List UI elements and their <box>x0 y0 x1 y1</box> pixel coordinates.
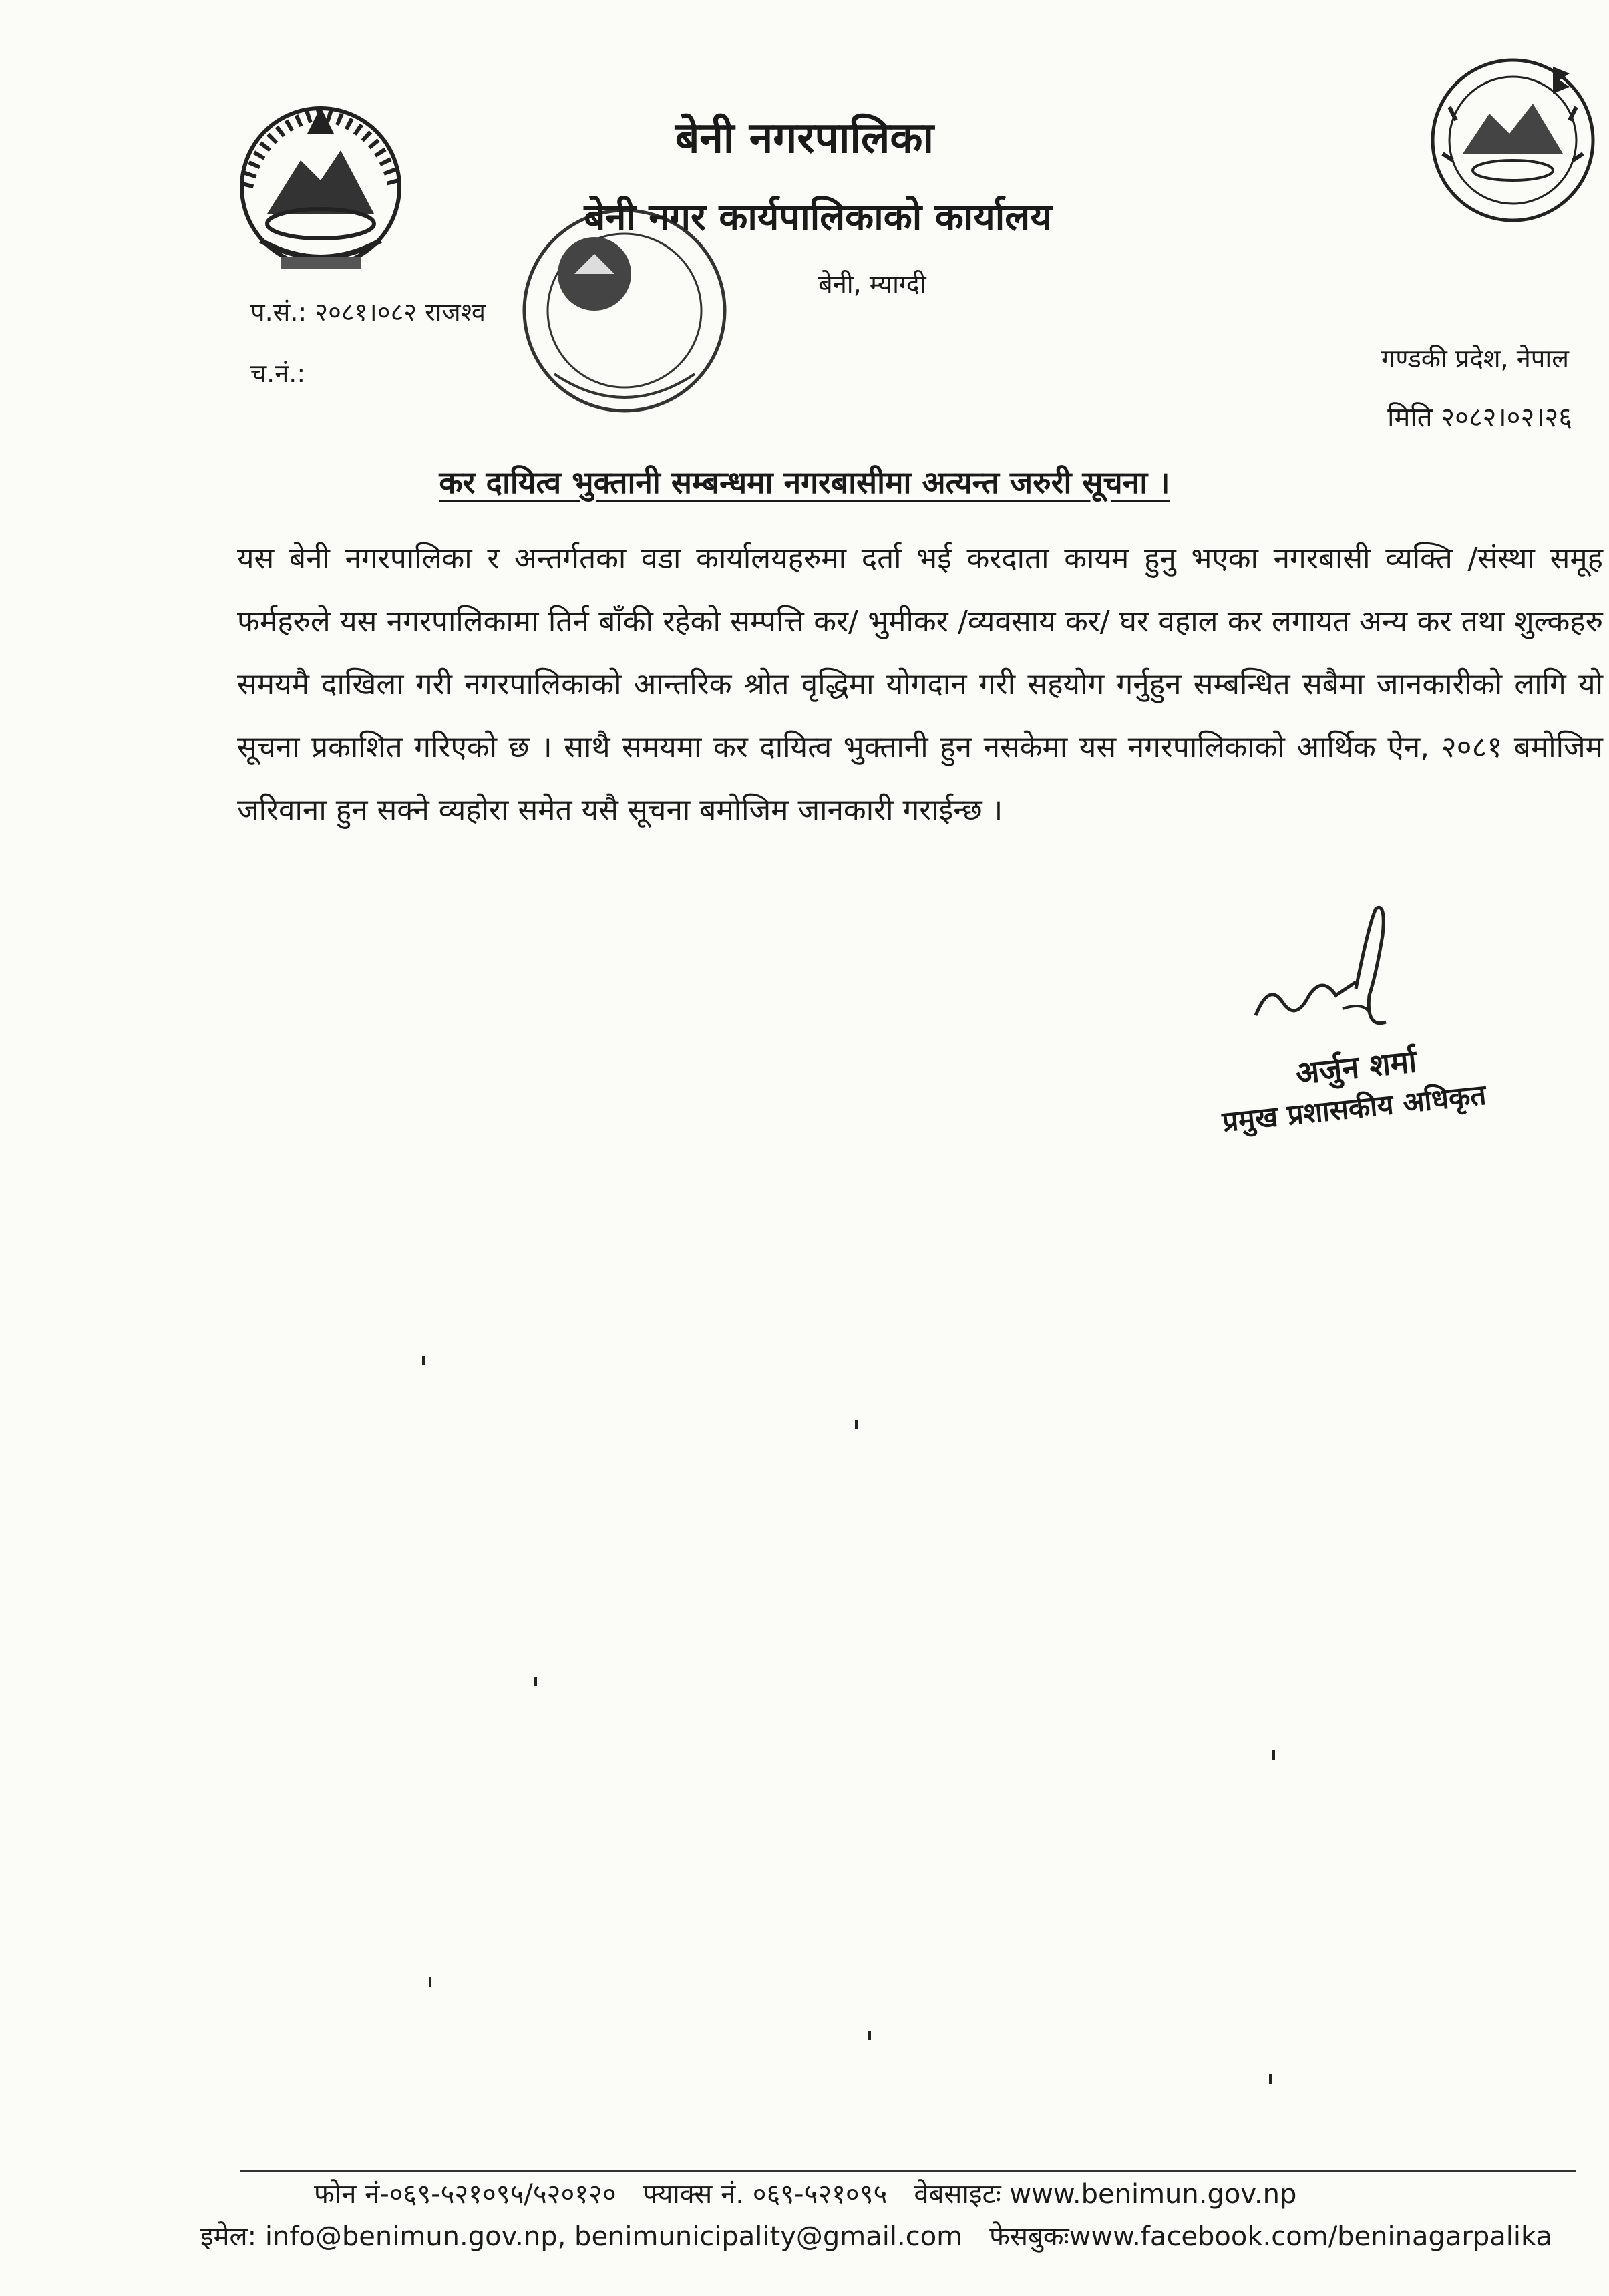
scan-speck <box>429 1977 431 1987</box>
footer-divider <box>240 2170 1576 2172</box>
footer-facebook[interactable]: फेसबुकःwww.facebook.com/beninagarpalika <box>989 2221 1552 2252</box>
footer-phone: फोन नं-०६९-५२१०९५/५२०१२० <box>314 2179 616 2210</box>
organization-name: बेनी नगरपालिका <box>675 114 934 163</box>
footer-email[interactable]: इमेल: info@benimun.gov.np, benimunicipality@gmail.com <box>200 2221 963 2252</box>
letter-reference-number: प.सं.: २०८१।०८२ राजश्व <box>250 297 486 327</box>
scan-speck <box>855 1420 858 1429</box>
footer-fax: फ्याक्स नं. ०६९-५२१०९५ <box>643 2179 888 2210</box>
signer-title: प्रमुख प्रशासकीय अधिकृत <box>1220 1078 1488 1138</box>
office-location: बेनी, म्याग्दी <box>818 269 926 299</box>
footer-contact-line-2 <box>200 2217 1552 2253</box>
signer-name: अर्जुन शर्मा <box>1294 1043 1419 1092</box>
dispatch-number: च.नं.: <box>250 359 306 388</box>
notice-date: मिति २०८२।०२।२६ <box>1387 402 1572 433</box>
notice-body: यस बेनी नगरपालिका र अन्तर्गतका वडा कार्यालयहरुमा दर्ता भई करदाता कायम हुनु भएका नगरबासी व्यक्ति /संस्था समूह फर्महरुले यस नगरपालिकामा तिर्न बाँकी रहेको सम्पत्ति कर/ भुमीकर /व्यवसाय कर/ घर वहाल कर लगायत अन्य कर तथा शुल्कहरु समयमै दाखिला गरी नगरपालिकाको आन्तरिक श्रोत वृद्धिमा योगदान गरी सहयोग गर्नुहुन सम्बन्धित सबैमा जानकारीको लागि यो सूचना प्रकाशित गरिएको छ । साथै समयमा कर दायित्व भुक्तानी हुन नसकेमा यस नगरपालिकाको आर्थिक ऐन, २०८१ बमोजिम जरिवाना हुन सक्ने व्यहोरा समेत यसै सूचना बमोजिम जानकारी गराईन्छ । <box>237 542 1603 827</box>
scan-speck <box>1269 2074 1272 2084</box>
scan-speck <box>534 1677 537 1686</box>
scan-speck <box>868 2031 871 2040</box>
office-name: बेनी नगर कार्यपालिकाको कार्यालय <box>584 196 1052 239</box>
footer-contact-line-1 <box>314 2174 1296 2211</box>
scan-speck <box>1272 1750 1275 1760</box>
notice-subject: कर दायित्व भुक्तानी सम्बन्धमा नगरबासीमा अत्यन्त जरुरी सूचना । <box>439 464 1170 500</box>
province-address: गण्डकी प्रदेश, नेपाल <box>1381 344 1569 373</box>
scan-speck <box>422 1356 425 1365</box>
footer-website[interactable]: वेबसाइटः www.benimun.gov.np <box>914 2179 1297 2210</box>
